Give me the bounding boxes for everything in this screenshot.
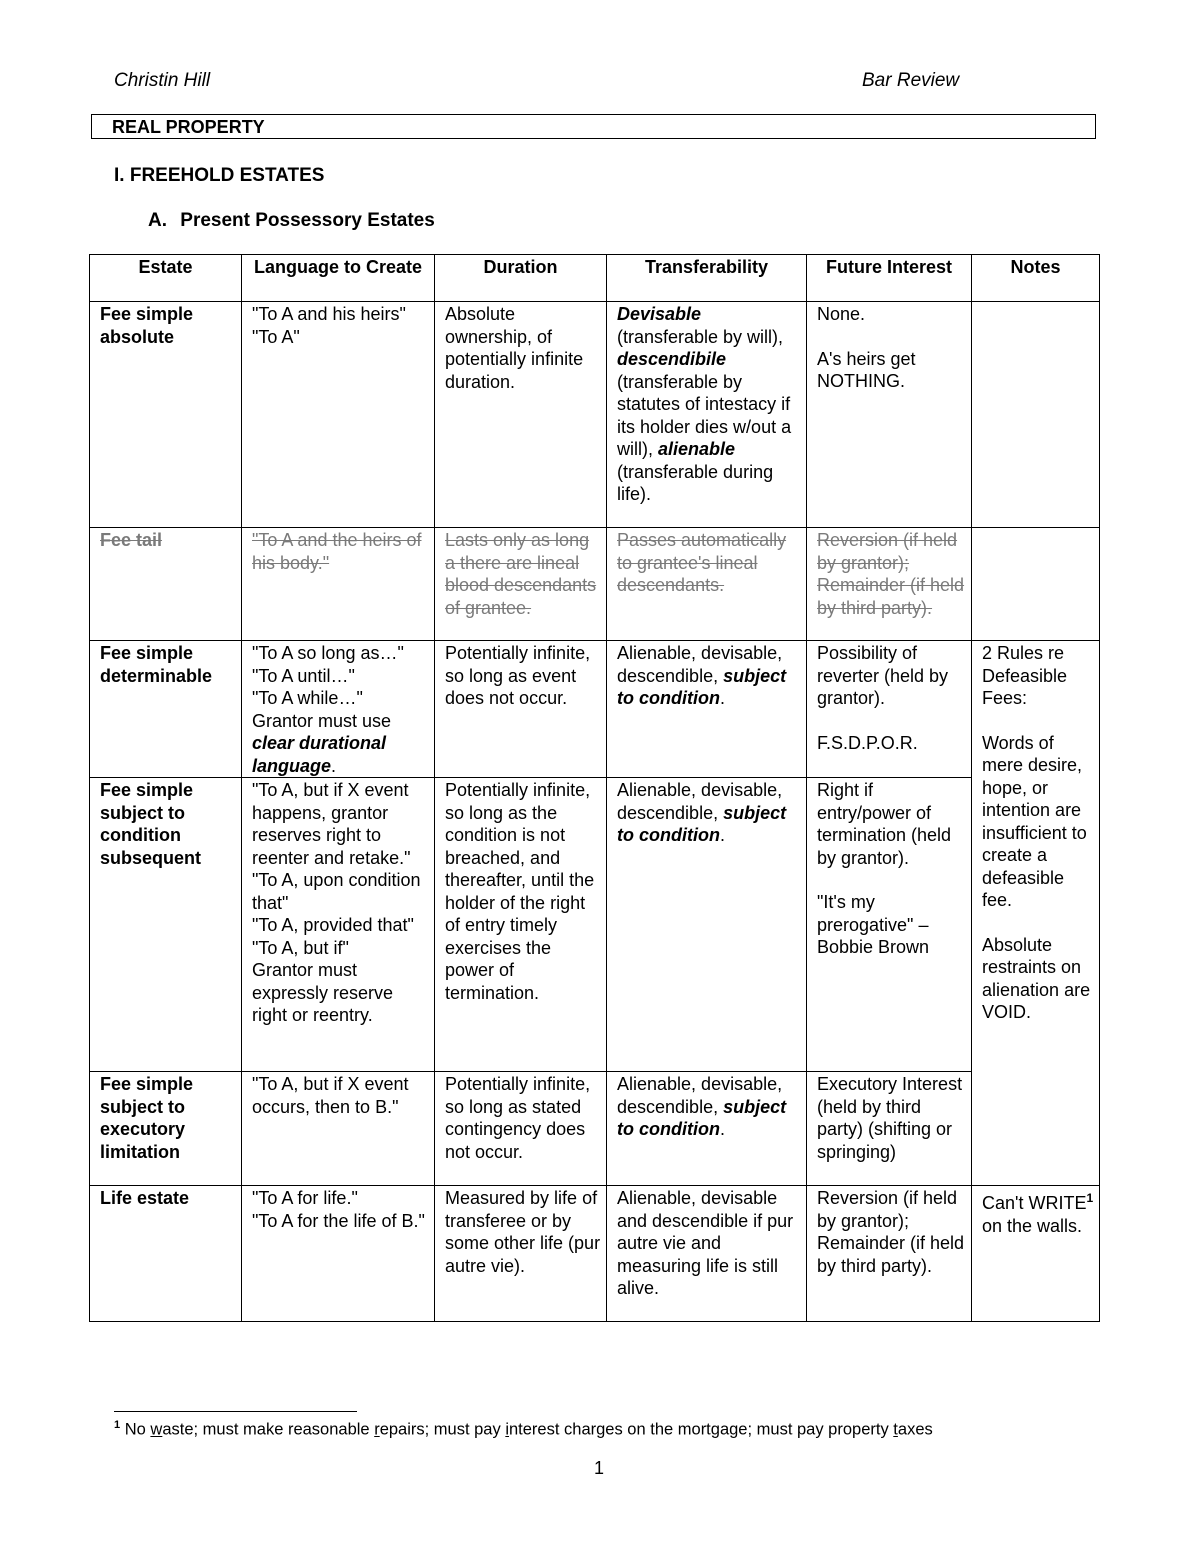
language-cell: "To A, but if X event happens, grantor reserves right to reenter and retake." "To A, upon condition that" "To A, provided that" "To A, but if" Grantor must expressly reserve right or reentry. <box>242 778 435 1072</box>
col-header-duration: Duration <box>435 255 607 302</box>
col-header-transferability: Transferability <box>607 255 807 302</box>
estate-name: Fee tail <box>90 528 242 641</box>
col-header-future-interest: Future Interest <box>807 255 972 302</box>
page-number: 1 <box>594 1458 605 1478</box>
footnote <box>114 1419 933 1440</box>
footnote-separator <box>114 1411 357 1412</box>
transferability-cell: Passes automatically to grantee's lineal descendants. <box>607 528 807 641</box>
section-label: I. <box>114 165 125 186</box>
duration-cell: Potentially infinite, so long as stated contingency does not occur. <box>435 1072 607 1186</box>
future-interest-cell: Right if entry/power of termination (held by grantor). "It's my prerogative" – Bobbie Brown <box>807 778 972 1072</box>
language-cell: "To A and his heirs" "To A" <box>242 302 435 528</box>
footnote-text-segment: epairs; must pay <box>379 1420 506 1439</box>
transferability-cell: Alienable, devisable, descendible, subject to condition. <box>607 641 807 778</box>
col-header-estate: Estate <box>90 255 242 302</box>
future-interest-cell: None. A's heirs get NOTHING. <box>807 302 972 528</box>
notes-cell <box>972 528 1100 641</box>
footnote-text-segment: aste; must make reasonable <box>162 1420 375 1439</box>
footnote-underlined-letter: r <box>374 1420 380 1439</box>
footnote-underlined-letter: w <box>150 1420 163 1439</box>
table-row <box>90 641 1100 778</box>
estates-table <box>89 254 1100 1322</box>
duration-cell: Measured by life of transferee or by some other life (pur autre vie). <box>435 1186 607 1322</box>
subsection-label: A. <box>148 210 167 231</box>
defeasible-fee-notes-cell: 2 Rules re Defeasible Fees: Words of mere desire, hope, or intention are insufficient to create a defeasible fee. Absolute restraints on alienation are VOID. <box>972 641 1100 1186</box>
title-box <box>91 114 1096 139</box>
language-cell: "To A, but if X event occurs, then to B." <box>242 1072 435 1186</box>
table-row <box>90 1072 1100 1186</box>
col-header-language: Language to Create <box>242 255 435 302</box>
table-row <box>90 778 1100 1072</box>
footnote-text <box>125 1421 933 1439</box>
transferability-cell: Devisable (transferable by will), descendibile (transferable by statutes of intestacy if its holder dies w/out a will), alienable (transferable during life). <box>607 302 807 528</box>
subsection-heading <box>148 210 435 232</box>
notes-cell <box>972 302 1100 528</box>
transferability-cell: Alienable, devisable, descendible, subject to condition. <box>607 778 807 1072</box>
transferability-cell: Alienable, devisable and descendible if pur autre vie and measuring life is still alive. <box>607 1186 807 1322</box>
future-interest-cell: Executory Interest (held by third party) (shifting or springing) <box>807 1072 972 1186</box>
duration-cell: Absolute ownership, of potentially infinite duration. <box>435 302 607 528</box>
future-interest-cell: Possibility of reverter (held by grantor). F.S.D.P.O.R. <box>807 641 972 778</box>
section-heading <box>114 165 324 187</box>
estate-name: Life estate <box>90 1186 242 1322</box>
document-title: REAL PROPERTY <box>112 117 265 137</box>
language-cell: "To A so long as…" "To A until…" "To A while…" Grantor must use clear durational language. <box>242 641 435 778</box>
future-interest-cell: Reversion (if held by grantor); Remainder (if held by third party). <box>807 528 972 641</box>
future-interest-cell: Reversion (if held by grantor); Remainder (if held by third party). <box>807 1186 972 1322</box>
transferability-cell: Alienable, devisable, descendible, subject to condition. <box>607 1072 807 1186</box>
header-author: Christin Hill <box>114 70 211 91</box>
subsection-title: Present Possessory Estates <box>180 210 435 231</box>
estate-name: Fee simple subject to executory limitation <box>90 1072 242 1186</box>
footnote-text-segment: No <box>124 1420 151 1439</box>
table-header-row <box>90 255 1100 302</box>
col-header-notes: Notes <box>972 255 1100 302</box>
header-course: Bar Review <box>862 70 960 91</box>
estate-name: Fee simple subject to condition subsequent <box>90 778 242 1072</box>
language-cell: "To A and the heirs of his body." <box>242 528 435 641</box>
language-cell: "To A for life." "To A for the life of B." <box>242 1186 435 1322</box>
section-title: FREEHOLD ESTATES <box>129 165 325 186</box>
footnote-underlined-letter: t <box>893 1420 898 1439</box>
duration-cell: Potentially infinite, so long as event does not occur. <box>435 641 607 778</box>
table-row <box>90 1186 1100 1322</box>
table-row <box>90 302 1100 528</box>
table-row <box>90 528 1100 641</box>
notes-cell: Can't WRITE$^1$ on the walls. <box>972 1186 1100 1322</box>
footnote-marker: 1 <box>114 1419 121 1431</box>
duration-cell: Lasts only as long a there are lineal blood descendants of grantee. <box>435 528 607 641</box>
footnote-text-segment: axes <box>897 1420 933 1439</box>
footnote-text-segment: nterest charges on the mortgage; must pay property <box>509 1420 894 1439</box>
estate-name: Fee simple determinable <box>90 641 242 778</box>
footnote-reference[interactable]: 1 <box>1086 1191 1094 1205</box>
estate-name: Fee simple absolute <box>90 302 242 528</box>
duration-cell: Potentially infinite, so long as the condition is not breached, and thereafter, until the holder of the right of entry timely exercises the power of termination. <box>435 778 607 1072</box>
footnote-underlined-letter: i <box>505 1420 509 1439</box>
